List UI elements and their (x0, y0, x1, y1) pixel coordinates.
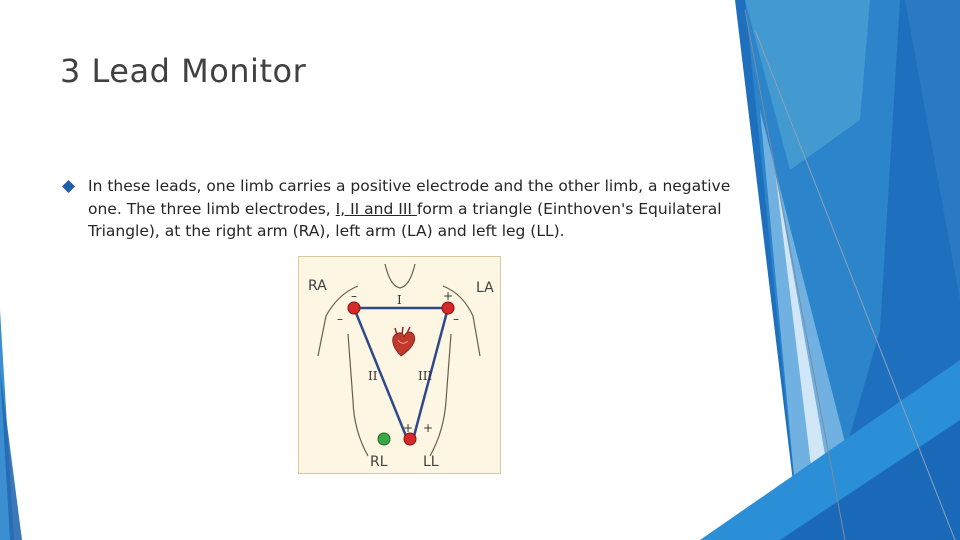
label-lead-i: I (397, 293, 402, 307)
label-ll: LL (423, 454, 439, 470)
bullet-text-part-1: In these leads, one limb carries a positive electrode and the other limb, a negative one. The three limb electrodes, (88, 177, 731, 218)
electrode-ra (348, 302, 360, 314)
diamond-bullet-icon (62, 180, 75, 193)
sign-plus-ll-right: + (423, 421, 434, 435)
sign-minus-la: – (453, 312, 459, 326)
einthoven-diagram (298, 256, 501, 474)
label-rl: RL (370, 454, 388, 470)
slide-title: 3 Lead Monitor (60, 52, 307, 90)
sign-plus-la: + (443, 289, 454, 303)
diagram-drawing (298, 256, 501, 474)
label-la: LA (476, 280, 494, 296)
label-lead-ii: II (368, 369, 378, 383)
bullet-text (88, 175, 732, 243)
sign-minus-ra-top: – (351, 289, 357, 303)
bullet-item (62, 175, 732, 243)
label-ra: RA (308, 278, 327, 294)
sign-minus-ra-bottom: – (337, 312, 343, 326)
sign-plus-ll-left: + (403, 421, 414, 435)
label-lead-iii: III (418, 369, 433, 383)
electrode-rl (378, 433, 390, 445)
bullet-text-underlined: I, II and III (335, 199, 417, 218)
bullet-text-part-2: form a triangle (Einthoven's Equilateral Triangle), at the right arm (RA), left arm (LA) and left leg (LL). (88, 199, 722, 240)
diagram-background (299, 257, 501, 474)
